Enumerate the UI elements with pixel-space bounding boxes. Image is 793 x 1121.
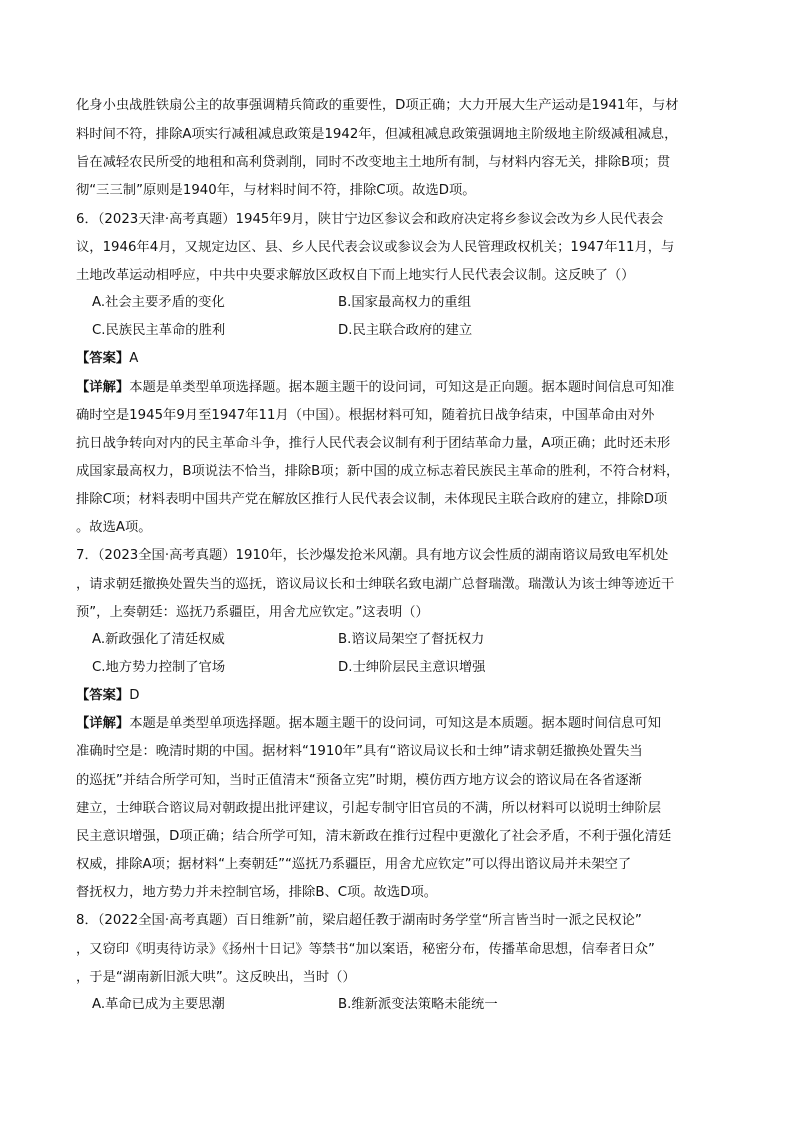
q6-detail-line-2: 确时空是1945年9月至1947年11月（中国）。根据材料可知，随着抗日战争结束，中国革命由对外 bbox=[76, 408, 655, 423]
q8-option-a: A.革命已成为主要思潮 bbox=[92, 997, 225, 1012]
q8-option-b: B.维新派变法策略未能统一 bbox=[338, 997, 498, 1012]
q7-answer bbox=[76, 686, 726, 706]
q6-stem-line-1: 6．（2023天津·高考真题）1945年9月，陕甘宁边区参议会和政府决定将乡参议会改为乡人民代表会 bbox=[76, 212, 664, 227]
q6-detail-line-1 bbox=[76, 378, 726, 398]
q7-detail-line-4: 建立，士绅联合谘议局对朝政提出批评建议，引起专制守旧官员的不满，所以材料可以说明士绅阶层 bbox=[76, 801, 662, 816]
q7-stem-line-2: ，请求朝廷撤换处置失当的巡抚，谘议局议长和士绅联名致电湖广总督瑞澂。瑞澂认为该士绅等迹近干 bbox=[76, 577, 675, 592]
q7-detail-line-1 bbox=[76, 714, 726, 734]
q7-answer-label: 【答案】 bbox=[76, 688, 130, 703]
q6-stem-line-2: 议，1946年4月，又规定边区、县、乡人民代表会议或参议会为人民管理政权机关；1947年11月，与 bbox=[76, 240, 675, 255]
q7-option-b: B.谘议局架空了督抚权力 bbox=[338, 632, 485, 647]
q7-detail-line-5: 民主意识增强，D项正确；结合所学可知，清末新政在推行过程中更激化了社会矛盾，不利于强化清廷 bbox=[76, 829, 672, 844]
q6-detail-text-1: 本题是单类型单项选择题。据本题主题干的设问词，可知这是正向题。据本题时间信息可知准 bbox=[129, 380, 675, 395]
q6-detail-line-5: 排除C项；材料表明中国共产党在解放区推行人民代表会议制，未体现民主联合政府的建立，排除D项 bbox=[76, 492, 668, 507]
intro-line-1: 化身小虫战胜铁扇公主的故事强调精兵简政的重要性，D项正确；大力开展大生产运动是1941年，与材 bbox=[76, 98, 679, 113]
q6-detail-line-6: 。故选A项。 bbox=[76, 520, 152, 535]
q6-answer-value: A bbox=[129, 351, 139, 366]
q6-answer bbox=[76, 349, 726, 369]
q7-detail-line-3: 的巡抚”并结合所学可知，当时正值清末“预备立宪”时期，模仿西方地方议会的谘议局在各省逐渐 bbox=[76, 773, 642, 788]
q6-detail-line-3: 抗日战争转向对内的民主革命斗争，推行人民代表会议制有利于团结革命力量，A项正确；此时还未形 bbox=[76, 436, 671, 451]
q6-option-c: C.民族民主革命的胜利 bbox=[92, 323, 226, 338]
intro-line-2: 料时间不符，排除A项实行减租减息政策是1942年，但减租减息政策强调地主阶级地主阶级减租减息， bbox=[76, 127, 678, 142]
q7-detail-label: 【详解】 bbox=[76, 716, 130, 731]
q7-option-c: C.地方势力控制了官场 bbox=[92, 660, 226, 675]
q6-stem-line-3: 土地改革运动相呼应，中共中央要求解放区政权自下而上地实行人民代表会议制。这反映了（） bbox=[76, 268, 635, 283]
q7-option-a: A.新政强化了清廷权威 bbox=[92, 632, 225, 647]
q8-stem-line-1: 8．（2022全国·高考真题）百日维新”前，梁启超任教于湖南时务学堂“所言皆当时一派之民权论” bbox=[76, 913, 642, 928]
intro-line-4: 彻“三三制”原则是1940年，与材料时间不符，排除C项。故选D项。 bbox=[76, 183, 476, 198]
q7-option-d: D.士绅阶层民主意识增强 bbox=[338, 660, 486, 675]
q6-detail-line-4: 成国家最高权力，B项说法不恰当，排除B项；新中国的成立标志着民族民主革命的胜利，不符合材料， bbox=[76, 464, 680, 479]
q7-detail-text-1: 本题是单类型单项选择题。据本题主题干的设问词，可知这是本质题。据本题时间信息可知 bbox=[129, 716, 662, 731]
q6-answer-label: 【答案】 bbox=[76, 351, 130, 366]
q7-stem-line-3: 预”，上奏朝廷：巡抚乃系疆臣，用舍尤应钦定。”这表明（） bbox=[76, 605, 429, 620]
q6-option-b: B.国家最高权力的重组 bbox=[338, 295, 472, 310]
q8-stem-line-3: ，于是“湖南新旧派大哄”。这反映出，当时（） bbox=[76, 970, 356, 985]
q8-stem-line-2: ，又窃印《明夷待访录》《扬州十日记》等禁书“加以案语，秘密分布，传播革命思想，信奉者日众” bbox=[76, 942, 655, 957]
q7-detail-line-2: 准确时空是：晚清时期的中国。据材料“1910年”具有“谘议局议长和士绅”请求朝廷撤换处置失当 bbox=[76, 744, 643, 759]
q7-detail-line-6: 权威，排除A项；据材料“上奏朝廷”“巡抚乃系疆臣，用舍尤应钦定”可以得出谘议局并未架空了 bbox=[76, 857, 632, 872]
q7-answer-value: D bbox=[129, 688, 140, 703]
q6-detail-label: 【详解】 bbox=[76, 380, 130, 395]
q6-option-a: A.社会主要矛盾的变化 bbox=[92, 295, 225, 310]
q6-option-d: D.民主联合政府的建立 bbox=[338, 323, 473, 338]
intro-line-3: 旨在减轻农民所受的地租和高利贷剥削，同时不改变地主土地所有制，与材料内容无关，排除B项；贯 bbox=[76, 155, 671, 170]
q7-detail-line-7: 督抚权力，地方势力并未控制官场，排除B、C项。故选D项。 bbox=[76, 885, 438, 900]
q7-stem-line-1: 7．（2023全国·高考真题）1910年，长沙爆发抢米风潮。具有地方议会性质的湖南谘议局致电军机处 bbox=[76, 548, 669, 563]
